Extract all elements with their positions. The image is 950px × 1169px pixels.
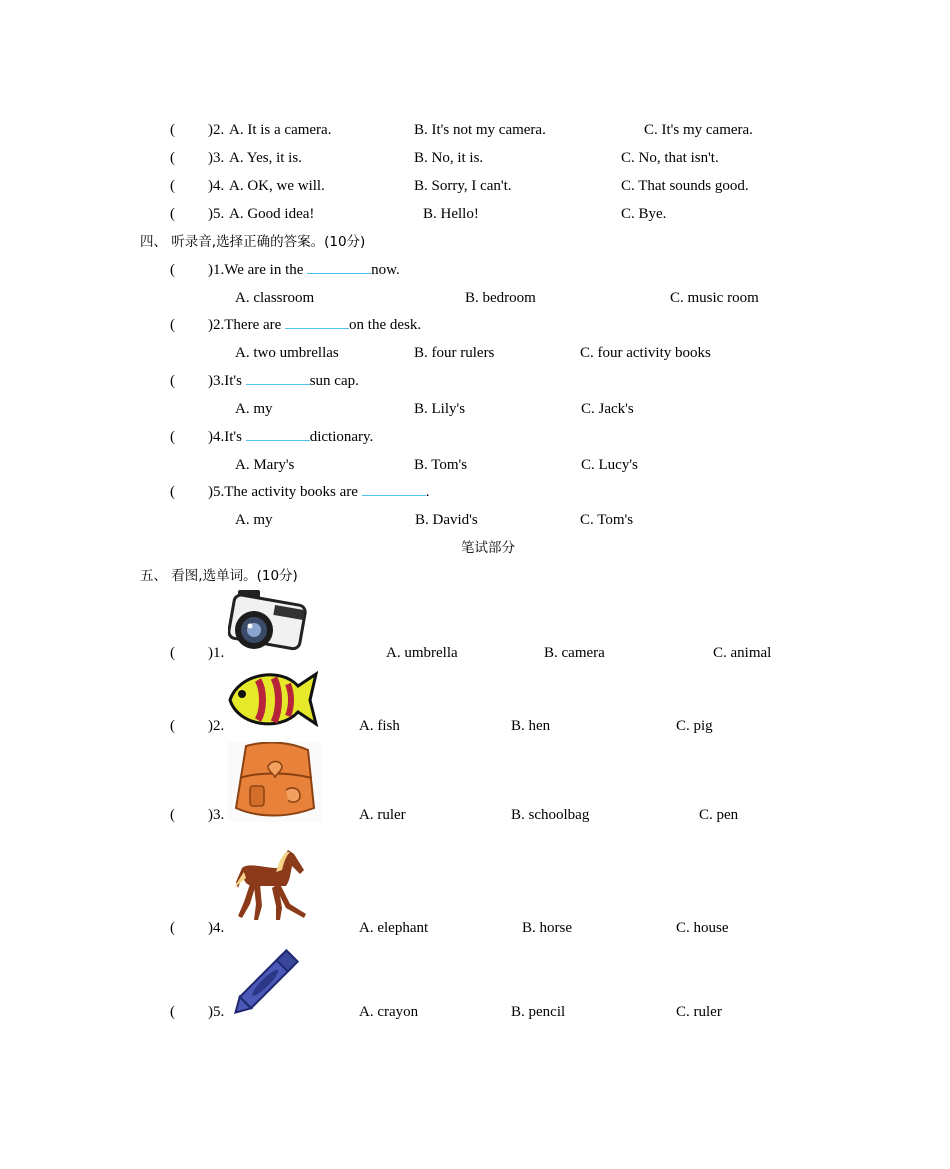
option-b: B. No, it is. — [414, 150, 484, 166]
option-b: B. Tom's — [414, 457, 468, 473]
option-a: A. umbrella — [386, 645, 458, 661]
option-c: C. ruler — [676, 1004, 722, 1020]
answer-paren: ( — [170, 206, 175, 222]
question-stem: )2.There are on the desk. — [208, 317, 422, 333]
answer-blank — [246, 372, 310, 385]
option-b: B. bedroom — [465, 290, 536, 306]
option-c: C. It's my camera. — [644, 122, 753, 138]
option-b: B. hen — [511, 718, 551, 734]
question-number: )1. — [208, 645, 225, 661]
section-heading: 五、 看图,选单词。(10分) — [140, 568, 298, 584]
question-number: )3. — [208, 807, 225, 823]
option-c: C. pen — [699, 807, 739, 823]
answer-blank — [307, 261, 371, 274]
option-a: A. my — [235, 512, 273, 528]
option-a: A. crayon — [359, 1004, 419, 1020]
question-stem: )1.We are in the now. — [208, 262, 400, 278]
schoolbag-icon — [228, 742, 322, 822]
option-a: A. ruler — [359, 807, 406, 823]
question-stem: )4.It's dictionary. — [208, 429, 374, 445]
option-a: A. Good idea! — [229, 206, 315, 222]
option-b: B. four rulers — [414, 345, 495, 361]
option-a: A. fish — [359, 718, 400, 734]
option-c: C. house — [676, 920, 729, 936]
option-a: A. my — [235, 401, 273, 417]
answer-paren: ( — [170, 1004, 175, 1020]
question-number: )5. — [208, 206, 225, 222]
crayon-icon — [228, 940, 308, 1020]
answer-paren: ( — [170, 718, 175, 734]
horse-icon — [234, 848, 312, 924]
option-c: C. Jack's — [581, 401, 634, 417]
option-c: C. No, that isn't. — [621, 150, 719, 166]
option-b: B. pencil — [511, 1004, 566, 1020]
section-heading: 四、 听录音,选择正确的答案。(10分) — [140, 234, 366, 250]
answer-paren: ( — [170, 920, 175, 936]
answer-paren: ( — [170, 484, 175, 500]
option-c: C. animal — [713, 645, 772, 661]
option-c: C. Lucy's — [581, 457, 638, 473]
answer-paren: ( — [170, 429, 175, 445]
question-number: )4. — [208, 920, 225, 936]
option-c: C. pig — [676, 718, 713, 734]
option-b: B. Hello! — [423, 206, 479, 222]
option-b: B. It's not my camera. — [414, 122, 546, 138]
question-number: )5. — [208, 1004, 225, 1020]
answer-blank — [362, 483, 426, 496]
option-a: A. Yes, it is. — [229, 150, 302, 166]
answer-paren: ( — [170, 122, 175, 138]
question-number: )2. — [208, 122, 225, 138]
answer-paren: ( — [170, 317, 175, 333]
answer-paren: ( — [170, 262, 175, 278]
question-stem: )3.It's sun cap. — [208, 373, 359, 389]
option-a: A. elephant — [359, 920, 429, 936]
option-a: A. classroom — [235, 290, 315, 306]
option-c: C. That sounds good. — [621, 178, 749, 194]
camera-icon — [228, 590, 308, 658]
option-b: B. camera — [544, 645, 605, 661]
answer-paren: ( — [170, 373, 175, 389]
option-a: A. Mary's — [235, 457, 295, 473]
answer-blank — [246, 428, 310, 441]
question-stem: )5.The activity books are . — [208, 484, 430, 500]
answer-paren: ( — [170, 150, 175, 166]
option-c: C. four activity books — [580, 345, 711, 361]
option-c: C. Bye. — [621, 206, 667, 222]
question-number: )4. — [208, 178, 225, 194]
option-c: C. Tom's — [580, 512, 634, 528]
answer-paren: ( — [170, 807, 175, 823]
question-number: )3. — [208, 150, 225, 166]
option-b: B. David's — [415, 512, 478, 528]
option-b: B. schoolbag — [511, 807, 590, 823]
option-b: B. Lily's — [414, 401, 466, 417]
option-b: B. horse — [522, 920, 572, 936]
option-a: A. It is a camera. — [229, 122, 332, 138]
answer-paren: ( — [170, 645, 175, 661]
answer-blank — [285, 316, 349, 329]
fish-icon — [228, 666, 318, 732]
option-a: A. two umbrellas — [235, 345, 339, 361]
written-part-title: 笔试部分 — [461, 540, 515, 556]
option-a: A. OK, we will. — [229, 178, 325, 194]
option-c: C. music room — [670, 290, 759, 306]
option-b: B. Sorry, I can't. — [414, 178, 512, 194]
answer-paren: ( — [170, 178, 175, 194]
question-number: )2. — [208, 718, 225, 734]
